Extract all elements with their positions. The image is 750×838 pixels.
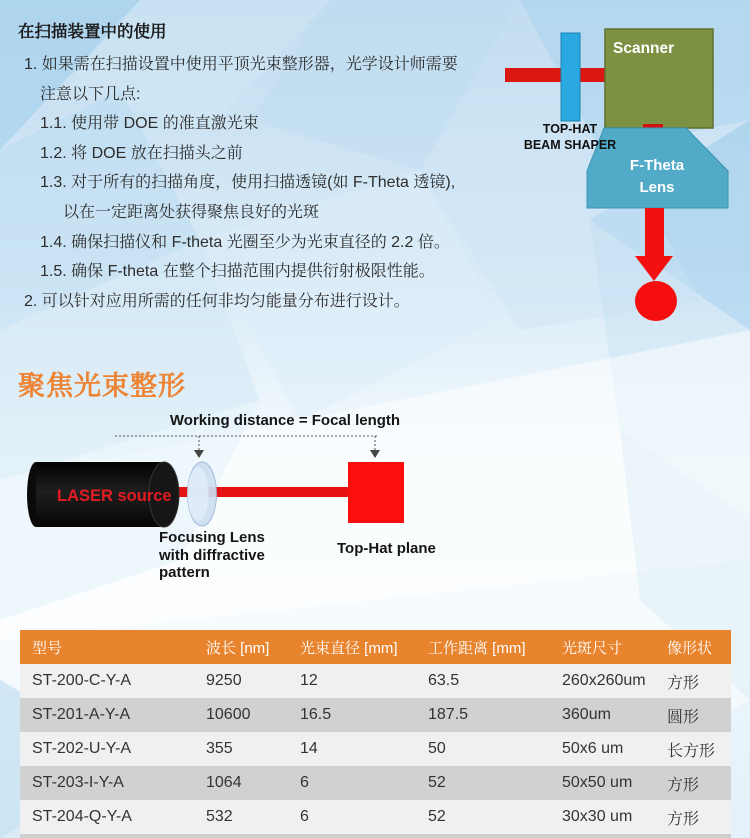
usage-line: 1.3. 对于所有的扫描角度，使用扫描透镜(如 F-Theta 透镜), [40,174,456,192]
shape-cell: 方形 [667,776,700,794]
working-distance-cell: 187.5 [428,706,469,723]
usage-line: 2. 可以针对应用所需的任何非均匀能量分布进行设计。 [24,292,410,310]
beam-diameter-cell: 6 [300,808,309,825]
spot-size-cell: 50x50 um [562,774,633,791]
usage-line: 1. 如果需在扫描设置中使用平顶光束整形器，光学设计师需要 [24,56,458,73]
spot-size-cell: 50x6 um [562,740,624,757]
scanner-label: Scanner [613,40,675,57]
model-table [20,630,731,834]
table-header-cell: 工作距离 [mm] [428,639,526,657]
working-distance-cell: 63.5 [428,672,460,689]
beam-diameter-cell: 12 [300,672,318,689]
focusing-lens-label-line3: pattern [159,564,210,581]
table-header-cell: 光束直径 [mm] [300,639,398,657]
table-header-cell: 波长 [nm] [206,639,270,657]
usage-section [18,22,498,316]
shape-cell: 长方形 [667,742,716,760]
usage-section-heading: 在扫描装置中的使用 [18,23,167,41]
wavelength-cell: 355 [206,740,233,757]
tophat-plane-label: Top-Hat plane [337,540,436,557]
working-distance-cell: 50 [428,740,446,757]
spot-size-cell: 30x30 um [562,808,633,825]
model-cell: ST-202-U-Y-A [32,740,131,757]
beam-diameter-cell: 16.5 [300,706,332,723]
model-cell: ST-201-A-Y-A [32,706,131,723]
usage-line: 1.5. 确保 F-theta 在整个扫描范围内提供衍射极限性能。 [40,263,435,281]
wavelength-cell: 1064 [206,774,242,791]
model-cell: ST-200-C-Y-A [32,672,131,689]
laser-beam-horizontal [505,68,609,82]
beam-shaper-plate [561,33,580,121]
focal-spot [635,281,677,321]
table-row [20,800,731,834]
beam-diameter-cell: 14 [300,740,318,757]
shape-cell: 圆形 [667,708,700,726]
table-row [20,664,731,698]
table-row [20,698,731,732]
working-distance-cell: 52 [428,808,446,825]
working-distance-label: Working distance = Focal length [169,412,401,429]
model-cell: ST-203-I-Y-A [32,774,124,791]
table-header-cell: 像形状 [667,639,713,657]
focusing-lens-highlight [188,467,209,521]
table-header-cell: 光斑尺寸 [562,639,623,657]
model-cell: ST-204-Q-Y-A [32,808,132,825]
working-distance-cell: 52 [428,774,446,791]
tophat-plane-square [348,462,404,523]
spot-size-cell: 360um [562,706,611,723]
focus-section-heading: 聚焦光束整形 [18,371,186,401]
focusing-lens-label-line2: with diffractive [159,546,265,564]
usage-line: 1.1. 使用带 DOE 的准直激光束 [40,115,259,133]
beam-diameter-cell: 6 [300,774,309,791]
ftheta-label-line2: Lens [639,179,675,196]
wavelength-cell: 9250 [206,672,242,689]
shape-cell: 方形 [667,674,700,692]
usage-line: 以在一定距离处获得聚焦良好的光斑 [63,203,320,221]
spot-size-cell: 260x260um [562,672,646,689]
beam-shaper-label-line1: TOP-HAT [542,122,598,136]
focus-arrow-head [635,256,673,281]
table-header-cell: 型号 [32,639,63,657]
ftheta-label-line1: F-Theta [629,157,685,174]
focusing-lens-label [159,529,265,582]
table-next-row-edge [20,834,731,838]
scanner-diagram [480,0,750,340]
beam-shaper-label-line2: BEAM SHAPER [523,138,617,152]
focusing-lens-label-line1: Focusing Lens [159,529,265,546]
wavelength-cell: 10600 [206,706,251,723]
usage-line: 1.4. 确保扫描仪和 F-theta 光圈至少为光束直径的 2.2 倍。 [40,233,450,251]
laser-source-label: LASER source [57,487,172,505]
focus-arrow-shaft [645,208,664,258]
table-row [20,766,731,800]
shape-cell: 方形 [667,810,700,828]
table-header-row [20,630,731,664]
table-row [20,732,731,766]
wavelength-cell: 532 [206,808,233,825]
usage-line: 1.2. 将 DOE 放在扫描头之前 [40,144,243,162]
usage-line: 注意以下几点: [40,85,141,103]
